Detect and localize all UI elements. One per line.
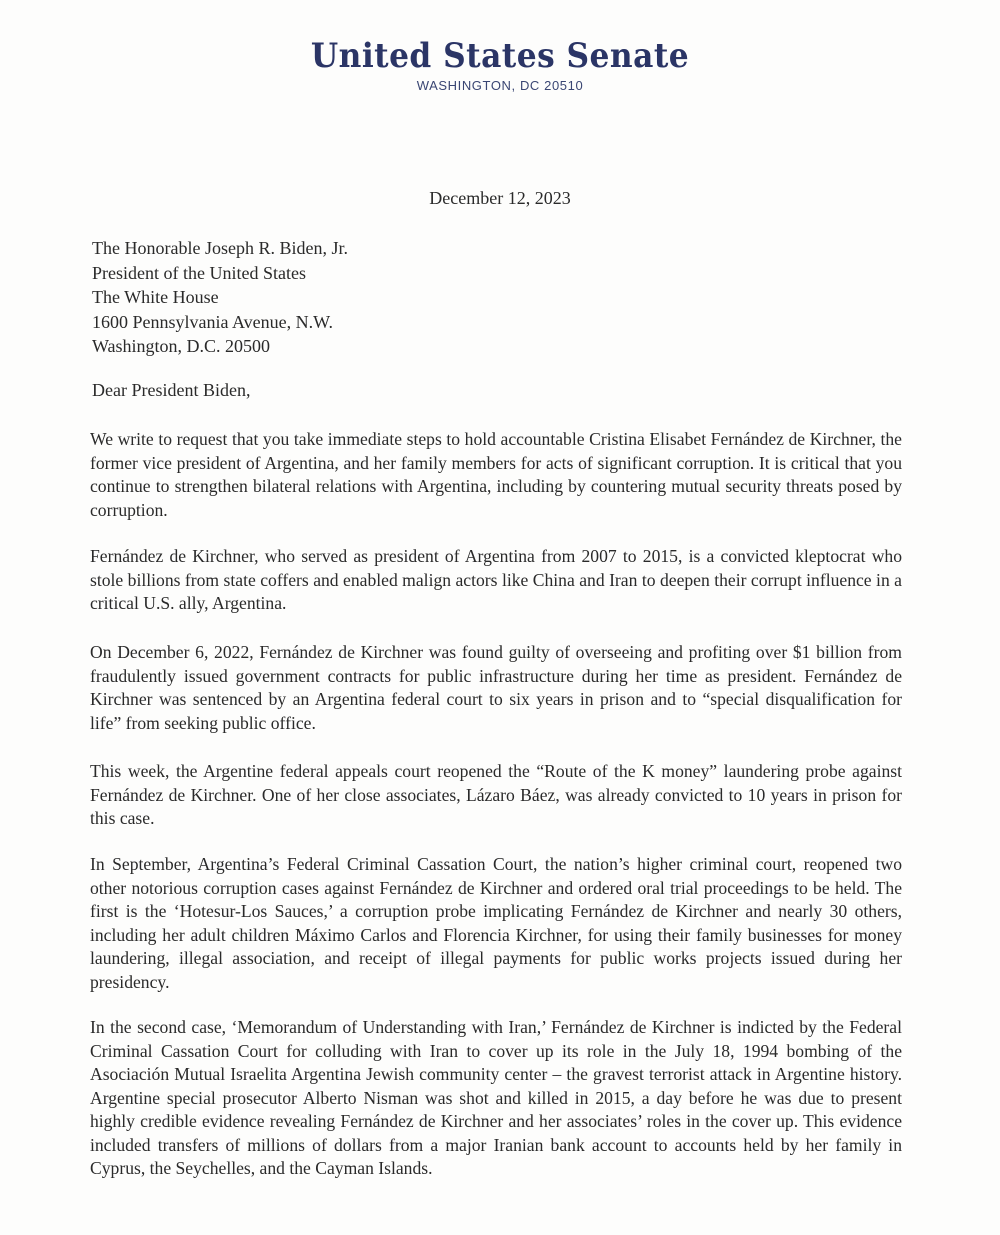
addressee-line: President of the United States xyxy=(92,262,306,283)
letter-date: December 12, 2023 xyxy=(429,188,571,208)
body-paragraph: In September, Argentina’s Federal Criminal Cassation Court, the nation’s higher criminal court, reopened two other notorious corruption cases against Fernández de Kirchner and ordered oral trial proceedings to be held. The first is the ‘Hotesur-Los Sauces,’ a corruption probe implicating Fernández de Kirchner and nearly 30 others, including her adult children Máximo Carlos and Florencia Kirchner, for using their family businesses for money laundering, illegal association, and receipt of illegal payments for public works projects issued during her presidency. xyxy=(90,854,902,992)
body-paragraph: In the second case, ‘Memorandum of Understanding with Iran,’ Fernández de Kirchner is indicted by the Federal Criminal Cassation Court for colluding with Iran to cover up its role in the July 18, 1994 bombing of the Asociación Mutual Israelita Argentina Jewish community center – the gravest terrorist attack in Argentine history. Argentine special prosecutor Alberto Nisman was shot and killed in 2015, a day before he was due to present highly credible evidence revealing Fernández de Kirchner and her associates’ roles in the cover up. This evidence included transfers of millions of dollars from a major Iranian bank account to accounts held by her family in Cyprus, the Seychelles, and the Cayman Islands. xyxy=(90,1017,902,1178)
body-paragraph: Fernández de Kirchner, who served as president of Argentina from 2007 to 2015, is a convicted kleptocrat who stole billions from state coffers and enabled malign actors like China and Iran to deepen their corrupt influence in a critical U.S. ally, Argentina. xyxy=(90,546,902,613)
body-paragraph: This week, the Argentine federal appeals court reopened the “Route of the K money” laundering probe against Fernández de Kirchner. One of her close associates, Lázaro Báez, was already convicted to 10 years in prison for this case. xyxy=(90,761,902,828)
addressee-block xyxy=(92,236,348,359)
addressee-line: 1600 Pennsylvania Avenue, N.W. xyxy=(92,311,333,332)
letterhead xyxy=(0,36,1000,93)
addressee-line: Washington, D.C. 20500 xyxy=(92,336,271,356)
body-paragraph: On December 6, 2022, Fernández de Kirchner was found guilty of overseeing and profiting over $1 billion from fraudulently issued government contracts for public infrastructure during her time as president. Fernández de Kirchner was sentenced by an Argentina federal court to six years in prison and to “special disqualification for life” from seeking public office. xyxy=(90,642,902,733)
addressee-line: The Honorable Joseph R. Biden, Jr. xyxy=(92,238,348,258)
addressee-line: The White House xyxy=(92,287,219,307)
salutation: Dear President Biden, xyxy=(92,380,251,400)
letterhead-title: United States Senate xyxy=(310,36,690,76)
letterhead-address: WASHINGTON, DC 20510 xyxy=(416,78,584,93)
body-paragraph: We write to request that you take immediate steps to hold accountable Cristina Elisabet Fernández de Kirchner, the former vice president of Argentina, and her family members for acts of significant corruption. It is critical that you continue to strengthen bilateral relations with Argentina, including by countering mutual security threats posed by corruption. xyxy=(90,429,902,520)
